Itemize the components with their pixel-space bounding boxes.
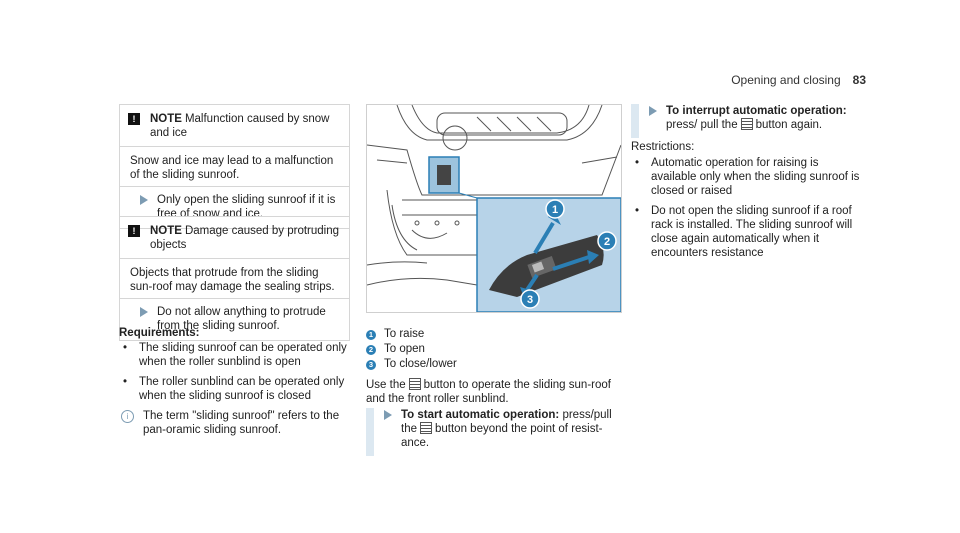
svg-text:2: 2 <box>603 236 611 248</box>
sunroof-button-icon <box>409 378 421 390</box>
restrictions-heading: Restrictions: <box>631 141 695 153</box>
column-right <box>631 104 861 266</box>
sunroof-button-icon <box>420 422 432 434</box>
interrupt-automatic-step: To interrupt automatic operation: press/ pull the button again. <box>631 104 861 138</box>
note-label: NOTE <box>150 225 182 237</box>
list-item: • Do not open the sliding sunroof if a roof rack is installed. The sliding sunroof will close again automatically when it encounters resistance <box>635 205 853 259</box>
note-action-text: Do not allow anything to protrude from the sliding sunroof. <box>157 306 326 332</box>
note-body: Objects that protrude from the sliding sun-roof may damage the sealing strips. <box>120 259 349 299</box>
svg-text:1: 1 <box>551 204 559 216</box>
sunroof-button-icon <box>741 118 753 130</box>
figure-legend <box>366 327 457 372</box>
note-body: Snow and ice may lead to a malfunction of the sliding sunroof. <box>120 147 349 187</box>
note-action-text: Only open the sliding sunroof if it is free of snow and ice. <box>157 194 336 220</box>
svg-text:3: 3 <box>526 294 534 306</box>
info-icon: i <box>121 410 134 423</box>
legend-item: 2 To open <box>366 342 457 357</box>
warning-icon: ! <box>128 113 140 125</box>
page-number: 83 <box>852 73 866 87</box>
control-panel-illustration <box>367 105 621 312</box>
note-header <box>120 217 349 259</box>
note-title: Damage caused by protruding objects <box>150 225 340 251</box>
callout-2 <box>598 232 616 250</box>
action-arrow-icon <box>140 195 148 205</box>
section-title: Opening and closing <box>731 73 841 87</box>
note-snow-ice <box>119 104 350 229</box>
list-item: • The roller sunblind can be operated only when the sliding sunroof is closed <box>123 376 345 402</box>
overhead-control-panel-figure <box>366 104 622 313</box>
page-header <box>731 73 866 87</box>
callout-3 <box>521 290 539 308</box>
action-arrow-icon <box>649 106 657 116</box>
legend-item: 1 To raise <box>366 327 457 342</box>
requirements-heading: Requirements: <box>119 327 200 339</box>
list-item: • The sliding sunroof can be operated only when the roller sunblind is open <box>123 342 347 368</box>
action-arrow-icon <box>384 410 392 420</box>
callout-1 <box>546 200 564 218</box>
list-item: • Automatic operation for raising is available only when the sliding sunroof is closed or raised <box>635 157 860 197</box>
legend-item: 3 To close/lower <box>366 357 457 372</box>
note-title: Malfunction caused by snow and ice <box>150 113 330 139</box>
start-automatic-step: To start automatic operation: press/pull the button beyond the point of resist-ance. <box>366 408 618 456</box>
use-button-text: Use the button to operate the sliding sun-roof and the front roller sunblind. <box>366 379 611 405</box>
info-text: The term "sliding sunroof" refers to the pan-oramic sliding sunroof. <box>143 410 340 436</box>
warning-icon: ! <box>128 225 140 237</box>
action-arrow-icon <box>140 307 148 317</box>
requirements-section <box>119 326 354 437</box>
note-header <box>120 105 349 147</box>
info-note <box>119 409 354 437</box>
note-protruding-objects <box>119 216 350 341</box>
note-label: NOTE <box>150 113 182 125</box>
